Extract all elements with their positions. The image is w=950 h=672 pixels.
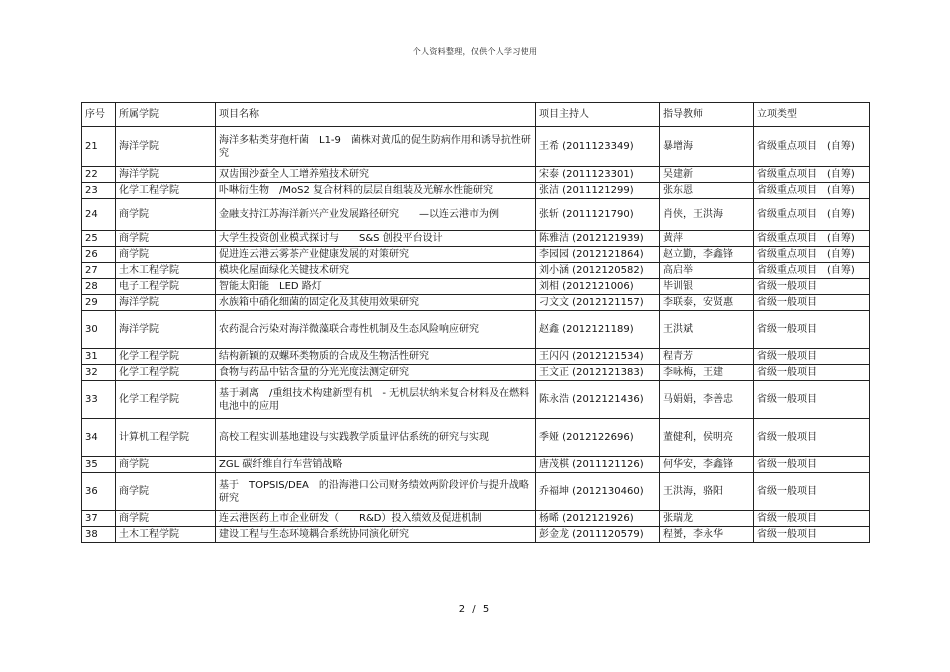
table-row bbox=[82, 231, 870, 247]
cell-college: 商学院 bbox=[116, 231, 216, 247]
table-row bbox=[82, 527, 870, 543]
cell-advisor: 王洪海，骆阳 bbox=[660, 473, 754, 511]
table-row bbox=[82, 295, 870, 311]
cell-advisor: 吴建新 bbox=[660, 167, 754, 183]
cell-leader: 刁文文 (2012121157) bbox=[536, 295, 660, 311]
cell-type: 省级一般项目 bbox=[754, 365, 870, 381]
column-header-leader: 项目主持人 bbox=[536, 103, 660, 127]
cell-type: 省级一般项目 bbox=[754, 311, 870, 349]
table-row bbox=[82, 349, 870, 365]
cell-college: 化学工程学院 bbox=[116, 349, 216, 365]
cell-project-name: 模块化屋面绿化关键技术研究 bbox=[216, 263, 536, 279]
cell-college: 土木工程学院 bbox=[116, 263, 216, 279]
cell-college: 电子工程学院 bbox=[116, 279, 216, 295]
cell-college: 海洋学院 bbox=[116, 311, 216, 349]
cell-type: 省级一般项目 bbox=[754, 473, 870, 511]
cell-leader: 陈雅洁 (2012121939) bbox=[536, 231, 660, 247]
cell-type: 省级重点项目 (自筹) bbox=[754, 263, 870, 279]
cell-college: 化学工程学院 bbox=[116, 365, 216, 381]
column-header-type: 立项类型 bbox=[754, 103, 870, 127]
cell-college: 海洋学院 bbox=[116, 295, 216, 311]
cell-type: 省级重点项目 (自筹) bbox=[754, 247, 870, 263]
cell-college: 化学工程学院 bbox=[116, 381, 216, 419]
cell-advisor: 程赟，李永华 bbox=[660, 527, 754, 543]
table-header-row bbox=[82, 103, 870, 127]
cell-no: 31 bbox=[82, 349, 116, 365]
cell-advisor: 张瑞龙 bbox=[660, 511, 754, 527]
cell-project-name: 金融支持江苏海洋新兴产业发展路径研究 —以连云港市为例 bbox=[216, 199, 536, 231]
cell-advisor: 李咏梅，王建 bbox=[660, 365, 754, 381]
cell-no: 33 bbox=[82, 381, 116, 419]
cell-no: 32 bbox=[82, 365, 116, 381]
cell-leader: 刘小涵 (2012120582) bbox=[536, 263, 660, 279]
cell-advisor: 程青芳 bbox=[660, 349, 754, 365]
table-row bbox=[82, 473, 870, 511]
table-row bbox=[82, 199, 870, 231]
table-row bbox=[82, 311, 870, 349]
cell-college: 商学院 bbox=[116, 457, 216, 473]
cell-college: 商学院 bbox=[116, 199, 216, 231]
cell-no: 22 bbox=[82, 167, 116, 183]
cell-project-name: 卟啉衍生物 /MoS2 复合材料的层层自组装及光解水性能研究 bbox=[216, 183, 536, 199]
cell-no: 38 bbox=[82, 527, 116, 543]
cell-no: 27 bbox=[82, 263, 116, 279]
cell-no: 30 bbox=[82, 311, 116, 349]
cell-project-name: 双齿围沙蚕全人工增养殖技术研究 bbox=[216, 167, 536, 183]
cell-no: 28 bbox=[82, 279, 116, 295]
cell-college: 商学院 bbox=[116, 247, 216, 263]
cell-leader: 杨晞 (2012121926) bbox=[536, 511, 660, 527]
cell-type: 省级重点项目 (自筹) bbox=[754, 231, 870, 247]
cell-college: 计算机工程学院 bbox=[116, 419, 216, 457]
table-row bbox=[82, 365, 870, 381]
cell-leader: 李园园 (2012121864) bbox=[536, 247, 660, 263]
cell-project-name: 结构新颖的双螺环类物质的合成及生物活性研究 bbox=[216, 349, 536, 365]
cell-leader: 唐茂棋 (2011121126) bbox=[536, 457, 660, 473]
column-header-no: 序号 bbox=[82, 103, 116, 127]
column-header-project-name: 项目名称 bbox=[216, 103, 536, 127]
cell-no: 21 bbox=[82, 127, 116, 167]
cell-project-name: ZGL 碳纤维自行车营销战略 bbox=[216, 457, 536, 473]
cell-leader: 彭金龙 (2011120579) bbox=[536, 527, 660, 543]
cell-type: 省级一般项目 bbox=[754, 457, 870, 473]
cell-type: 省级一般项目 bbox=[754, 381, 870, 419]
cell-leader: 赵鑫 (2012121189) bbox=[536, 311, 660, 349]
cell-project-name: 水族箱中硝化细菌的固定化及其使用效果研究 bbox=[216, 295, 536, 311]
cell-advisor: 肖侠，王洪海 bbox=[660, 199, 754, 231]
cell-college: 化学工程学院 bbox=[116, 183, 216, 199]
cell-leader: 王文正 (2012121383) bbox=[536, 365, 660, 381]
cell-project-name: 食物与药品中钴含量的分光光度法测定研究 bbox=[216, 365, 536, 381]
table-row bbox=[82, 127, 870, 167]
cell-leader: 张洁 (2011121299) bbox=[536, 183, 660, 199]
table-row bbox=[82, 457, 870, 473]
cell-project-name: 大学生投资创业模式探讨与 S&S 创投平台设计 bbox=[216, 231, 536, 247]
cell-no: 36 bbox=[82, 473, 116, 511]
cell-leader: 季娅 (2012122696) bbox=[536, 419, 660, 457]
cell-project-name: 基于 TOPSIS/DEA 的沿海港口公司财务绩效两阶段评价与提升战略研究 bbox=[216, 473, 536, 511]
cell-college: 海洋学院 bbox=[116, 127, 216, 167]
cell-project-name: 促进连云港云雾茶产业健康发展的对策研究 bbox=[216, 247, 536, 263]
cell-type: 省级一般项目 bbox=[754, 511, 870, 527]
cell-college: 商学院 bbox=[116, 473, 216, 511]
cell-project-name: 高校工程实训基地建设与实践教学质量评估系统的研究与实现 bbox=[216, 419, 536, 457]
cell-advisor: 马娟娟，李善忠 bbox=[660, 381, 754, 419]
table-row bbox=[82, 183, 870, 199]
cell-advisor: 张东恩 bbox=[660, 183, 754, 199]
cell-college: 商学院 bbox=[116, 511, 216, 527]
cell-leader: 王闪闪 (2012121534) bbox=[536, 349, 660, 365]
cell-type: 省级重点项目 (自筹) bbox=[754, 183, 870, 199]
cell-college: 海洋学院 bbox=[116, 167, 216, 183]
table-row bbox=[82, 167, 870, 183]
cell-project-name: 海洋多粘类芽孢杆菌 L1-9 菌株对黄瓜的促生防病作用和诱导抗性研究 bbox=[216, 127, 536, 167]
cell-type: 省级一般项目 bbox=[754, 295, 870, 311]
cell-leader: 张斩 (2011121790) bbox=[536, 199, 660, 231]
cell-advisor: 暴增海 bbox=[660, 127, 754, 167]
cell-type: 省级重点项目 (自筹) bbox=[754, 199, 870, 231]
cell-advisor: 黄萍 bbox=[660, 231, 754, 247]
cell-project-name: 建设工程与生态环境耦合系统协同演化研究 bbox=[216, 527, 536, 543]
cell-advisor: 何华安，李鑫锋 bbox=[660, 457, 754, 473]
table-row bbox=[82, 381, 870, 419]
projects-table bbox=[81, 102, 870, 543]
column-header-advisor: 指导教师 bbox=[660, 103, 754, 127]
cell-no: 25 bbox=[82, 231, 116, 247]
cell-type: 省级一般项目 bbox=[754, 279, 870, 295]
table-row bbox=[82, 511, 870, 527]
cell-advisor: 赵立勤，李鑫锋 bbox=[660, 247, 754, 263]
cell-project-name: 基于剥离 /重组技术构建新型有机 - 无机层状纳米复合材料及在燃料电池中的应用 bbox=[216, 381, 536, 419]
cell-leader: 乔福坤 (2012130460) bbox=[536, 473, 660, 511]
cell-type: 省级一般项目 bbox=[754, 419, 870, 457]
cell-advisor: 高启举 bbox=[660, 263, 754, 279]
table-row bbox=[82, 419, 870, 457]
table-row bbox=[82, 279, 870, 295]
cell-advisor: 毕训银 bbox=[660, 279, 754, 295]
cell-project-name: 农药混合污染对海洋微藻联合毒性机制及生态风险响应研究 bbox=[216, 311, 536, 349]
cell-leader: 宋泰 (2011123301) bbox=[536, 167, 660, 183]
cell-type: 省级一般项目 bbox=[754, 527, 870, 543]
cell-advisor: 李联泰，安贤惠 bbox=[660, 295, 754, 311]
cell-no: 37 bbox=[82, 511, 116, 527]
cell-no: 29 bbox=[82, 295, 116, 311]
cell-type: 省级一般项目 bbox=[754, 349, 870, 365]
cell-type: 省级重点项目 (自筹) bbox=[754, 127, 870, 167]
cell-type: 省级重点项目 (自筹) bbox=[754, 167, 870, 183]
column-header-college: 所属学院 bbox=[116, 103, 216, 127]
cell-no: 34 bbox=[82, 419, 116, 457]
cell-advisor: 董健利，侯明亮 bbox=[660, 419, 754, 457]
cell-project-name: 连云港医药上市企业研发（ R&D）投入绩效及促进机制 bbox=[216, 511, 536, 527]
cell-no: 26 bbox=[82, 247, 116, 263]
cell-no: 35 bbox=[82, 457, 116, 473]
page-number: 2 / 5 bbox=[458, 604, 492, 615]
cell-leader: 陈永浩 (2012121436) bbox=[536, 381, 660, 419]
cell-college: 土木工程学院 bbox=[116, 527, 216, 543]
header-note: 个人资料整理，仅供个人学习使用 bbox=[412, 47, 538, 56]
cell-project-name: 智能太阳能 LED 路灯 bbox=[216, 279, 536, 295]
cell-leader: 王希 (2011123349) bbox=[536, 127, 660, 167]
cell-advisor: 王洪斌 bbox=[660, 311, 754, 349]
cell-no: 24 bbox=[82, 199, 116, 231]
cell-no: 23 bbox=[82, 183, 116, 199]
table-row bbox=[82, 263, 870, 279]
table-row bbox=[82, 247, 870, 263]
cell-leader: 刘相 (2012121006) bbox=[536, 279, 660, 295]
